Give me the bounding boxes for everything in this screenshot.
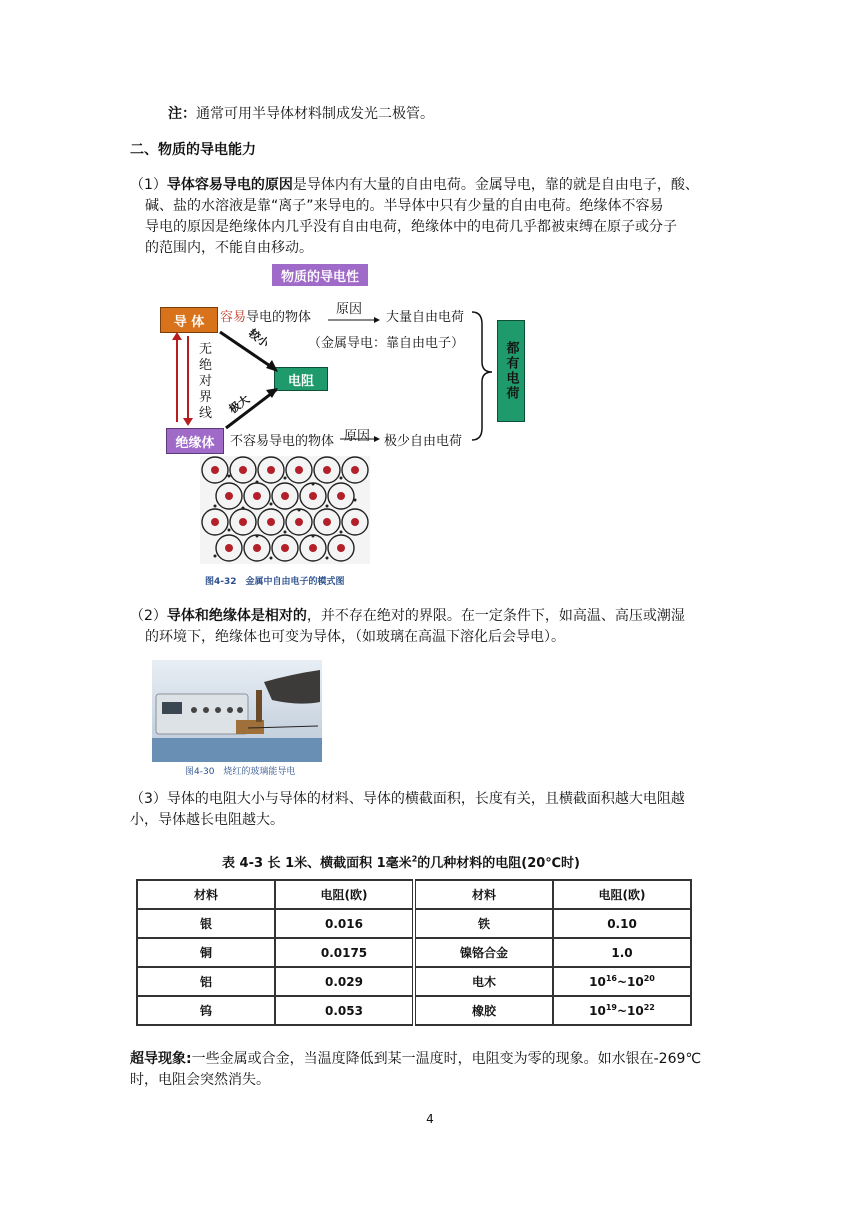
- r-sep: ~: [616, 975, 628, 989]
- cell-resistance: 0.053: [275, 996, 414, 1025]
- r-base: 10: [589, 1004, 606, 1018]
- table-title-a: 表 4-3 长 1米、横截面积 1毫米: [222, 856, 412, 871]
- cell-material: 铜: [137, 938, 275, 967]
- cell-resistance: 0.029: [275, 967, 414, 996]
- table-row: [137, 996, 691, 1025]
- conductor-box: 导 体: [160, 307, 218, 333]
- easy-rest: 导电的物体: [246, 310, 312, 325]
- resistance-box: 电阻: [274, 367, 328, 391]
- r-base: 10: [589, 975, 606, 989]
- cell-resistance: 0.10: [553, 909, 691, 938]
- table-title: [222, 852, 580, 871]
- cell-material: 镍铬合金: [414, 938, 553, 967]
- p1-line2: 碱、盐的水溶液是靠“离子”来导电的。半导体中只有少量的自由电荷。绝缘体不容易: [145, 198, 664, 214]
- glass-conducting-photo: [152, 660, 322, 762]
- cell-material: 电木: [414, 967, 553, 996]
- cell-material: 钨: [137, 996, 275, 1025]
- paragraph-2: [130, 606, 750, 648]
- diagram-title: 物质的导电性: [272, 264, 368, 286]
- table-row: [137, 938, 691, 967]
- all-charge-box: 都有电荷: [497, 320, 525, 422]
- smaller-label: 较小: [246, 326, 272, 351]
- cell-material: 铁: [414, 909, 553, 938]
- cell-resistance: 0.016: [275, 909, 414, 938]
- superconduct-paragraph: [130, 1049, 760, 1091]
- p2-line2: 的环境下，绝缘体也可变为导体，（如玻璃在高温下溶化后会导电）。: [145, 629, 565, 645]
- header-material-2: 材料: [414, 880, 553, 909]
- superconduct-line2: 时，电阻会突然消失。: [130, 1072, 270, 1088]
- header-resistance-1: 电阻(欧): [275, 880, 414, 909]
- resistance-table: [136, 879, 692, 1026]
- easy-word: 容易: [220, 310, 247, 325]
- photo-caption: 图4-30 烧红的玻璃能导电: [185, 767, 296, 777]
- p1-line1: 是导体内有大量的自由电荷。金属导电，靠的就是自由电子，酸、: [292, 177, 699, 193]
- r-base: 10: [627, 1004, 644, 1018]
- p1-prefix: （1）: [130, 177, 167, 193]
- section-title: 二、物质的导电能力: [130, 142, 256, 158]
- note-line: [168, 104, 434, 125]
- table-row: [137, 909, 691, 938]
- r-exp: 20: [643, 974, 655, 983]
- cell-resistance: 1.0: [553, 938, 691, 967]
- conductivity-diagram: [150, 262, 540, 462]
- p3-line1: （3）导体的电阻大小与导体的材料、导体的横截面积，长度有关，且横截面积越大电阻越: [130, 791, 685, 807]
- no-boundary-text: 无绝对界线: [199, 342, 213, 421]
- table-header-row: [137, 880, 691, 909]
- metal-note-text: （金属导电：靠自由电子）: [308, 336, 465, 351]
- p3-line2: 小，导体越长电阻越大。: [130, 812, 284, 828]
- page-number: 4: [426, 1112, 434, 1126]
- many-free-text: 大量自由电荷: [386, 310, 465, 325]
- r-exp: 16: [605, 974, 617, 983]
- cell-material: 铝: [137, 967, 275, 996]
- free-electron-lattice-image: [200, 456, 370, 564]
- few-free-text: 极少自由电荷: [384, 434, 463, 449]
- p1-line4: 的范围内，不能自由移动。: [145, 240, 313, 256]
- p2-prefix: （2）: [130, 608, 167, 624]
- p1-line3: 导电的原因是绝缘体内几乎没有自由电荷，绝缘体中的电荷几乎都被束缚在原子或分子: [145, 219, 677, 235]
- insulator-box: 绝缘体: [166, 428, 224, 454]
- paragraph-1: [130, 175, 750, 259]
- cell-resistance: 0.0175: [275, 938, 414, 967]
- cell-resistance: [553, 996, 691, 1025]
- table-title-b: 的几种材料的电阻(20℃时): [417, 856, 580, 871]
- superconduct-line1: 一些金属或合金，当温度降低到某一温度时，电阻变为零的现象。如水银在-269℃: [191, 1051, 702, 1067]
- table-title-sup: 2: [411, 854, 418, 864]
- superconduct-bold: 超导现象:: [130, 1051, 192, 1067]
- r-exp: 22: [643, 1003, 655, 1012]
- p2-bold: 导体和绝缘体是相对的: [166, 608, 307, 624]
- cell-resistance: [553, 967, 691, 996]
- r-exp: 19: [605, 1003, 617, 1012]
- hard-conductor-text: 不容易导电的物体: [230, 434, 335, 449]
- larger-label: 极大: [226, 392, 253, 417]
- note-label: 注：: [168, 106, 196, 122]
- cell-material: 橡胶: [414, 996, 553, 1025]
- header-material-1: 材料: [137, 880, 275, 909]
- note-text: 通常可用半导体材料制成发光二极管。: [196, 106, 434, 122]
- lattice-caption: 图4-32 金属中自由电子的模式图: [205, 577, 345, 587]
- r-sep: ~: [616, 1004, 628, 1018]
- easy-conductor-text: [220, 306, 311, 325]
- p2-line1: ，并不存在绝对的界限。在一定条件下，如高温、高压或潮湿: [306, 608, 685, 624]
- cell-material: 银: [137, 909, 275, 938]
- r-base: 10: [627, 975, 644, 989]
- table-row: [137, 967, 691, 996]
- reason-label-bottom: 原因: [344, 429, 371, 444]
- header-resistance-2: 电阻(欧): [553, 880, 691, 909]
- paragraph-3: [130, 789, 750, 831]
- p1-bold: 导体容易导电的原因: [166, 177, 293, 193]
- reason-label-top: 原因: [336, 302, 363, 317]
